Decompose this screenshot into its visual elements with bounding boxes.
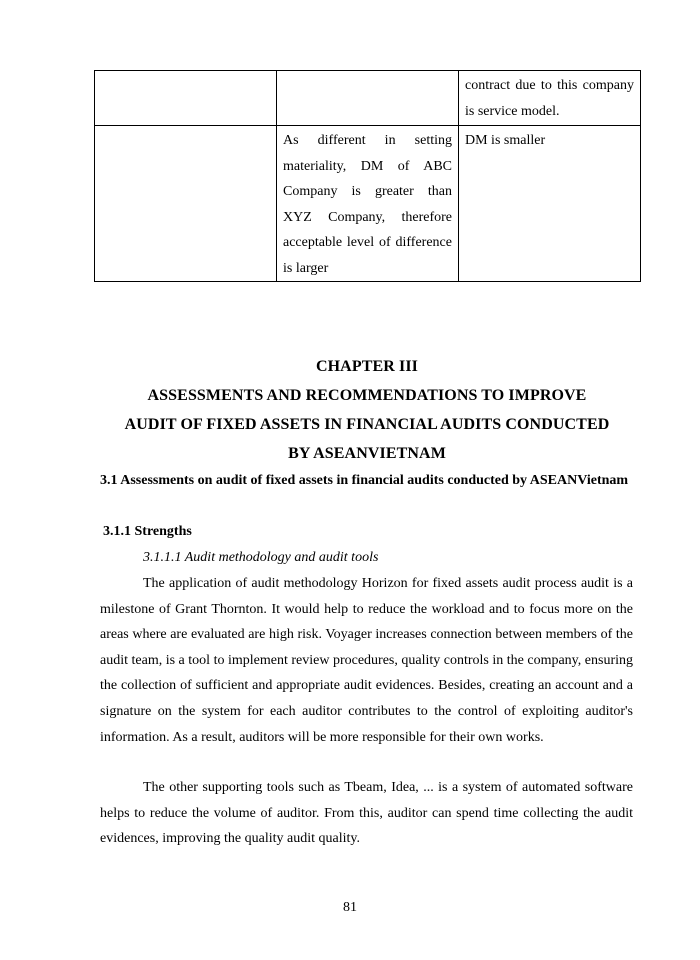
subsubsection-heading: 3.1.1.1 Audit methodology and audit tools	[143, 550, 379, 565]
table-cell: DM is smaller	[459, 126, 641, 282]
chapter-heading-line: BY ASEANVIETNAM	[288, 445, 446, 462]
body-paragraph: The application of audit methodology Horizon for fixed assets audit process audit is a milestone of Grant Thornton. It would help to reduce the workload and to focus more on the areas where are evaluated are high risk. Voyager increases connection between members of the audit team, is a tool to implement review procedures, quality controls in the company, ensuring the collection of sufficient and appropriate audit evidences. Besides, creating an account and a signature on the system for each auditor contributes to the control of exploiting auditor's information. As a result, auditors will be more responsible for their own works.	[100, 576, 633, 745]
chapter-heading-line: AUDIT OF FIXED ASSETS IN FINANCIAL AUDITS CONDUCTED	[124, 416, 610, 433]
chapter-title: CHAPTER III	[315, 358, 418, 375]
page-number: 81	[343, 900, 357, 915]
table-cell	[95, 126, 277, 282]
table-cell	[95, 71, 277, 126]
section-heading: 3.1 Assessments on audit of fixed assets in financial audits conducted by ASEANVietnam	[100, 473, 629, 488]
table-cell: contract due to this company is service model.	[459, 71, 641, 126]
table-cell: As different in setting materiality, DM of ABC Company is greater than XYZ Company, therefore acceptable level of difference is larger	[277, 126, 459, 282]
chapter-heading-line: ASSESSMENTS AND RECOMMENDATIONS TO IMPROVE	[147, 387, 587, 404]
table-row	[95, 71, 641, 126]
table-row	[95, 126, 641, 282]
comparison-table	[94, 70, 641, 282]
body-paragraph: The other supporting tools such as Tbeam, Idea, ... is a system of automated software helps to reduce the volume of auditor. From this, auditor can spend time collecting the audit evidences, improving the quality audit quality.	[100, 780, 633, 847]
table-cell	[277, 71, 459, 126]
subsection-heading: 3.1.1 Strengths	[103, 524, 192, 539]
